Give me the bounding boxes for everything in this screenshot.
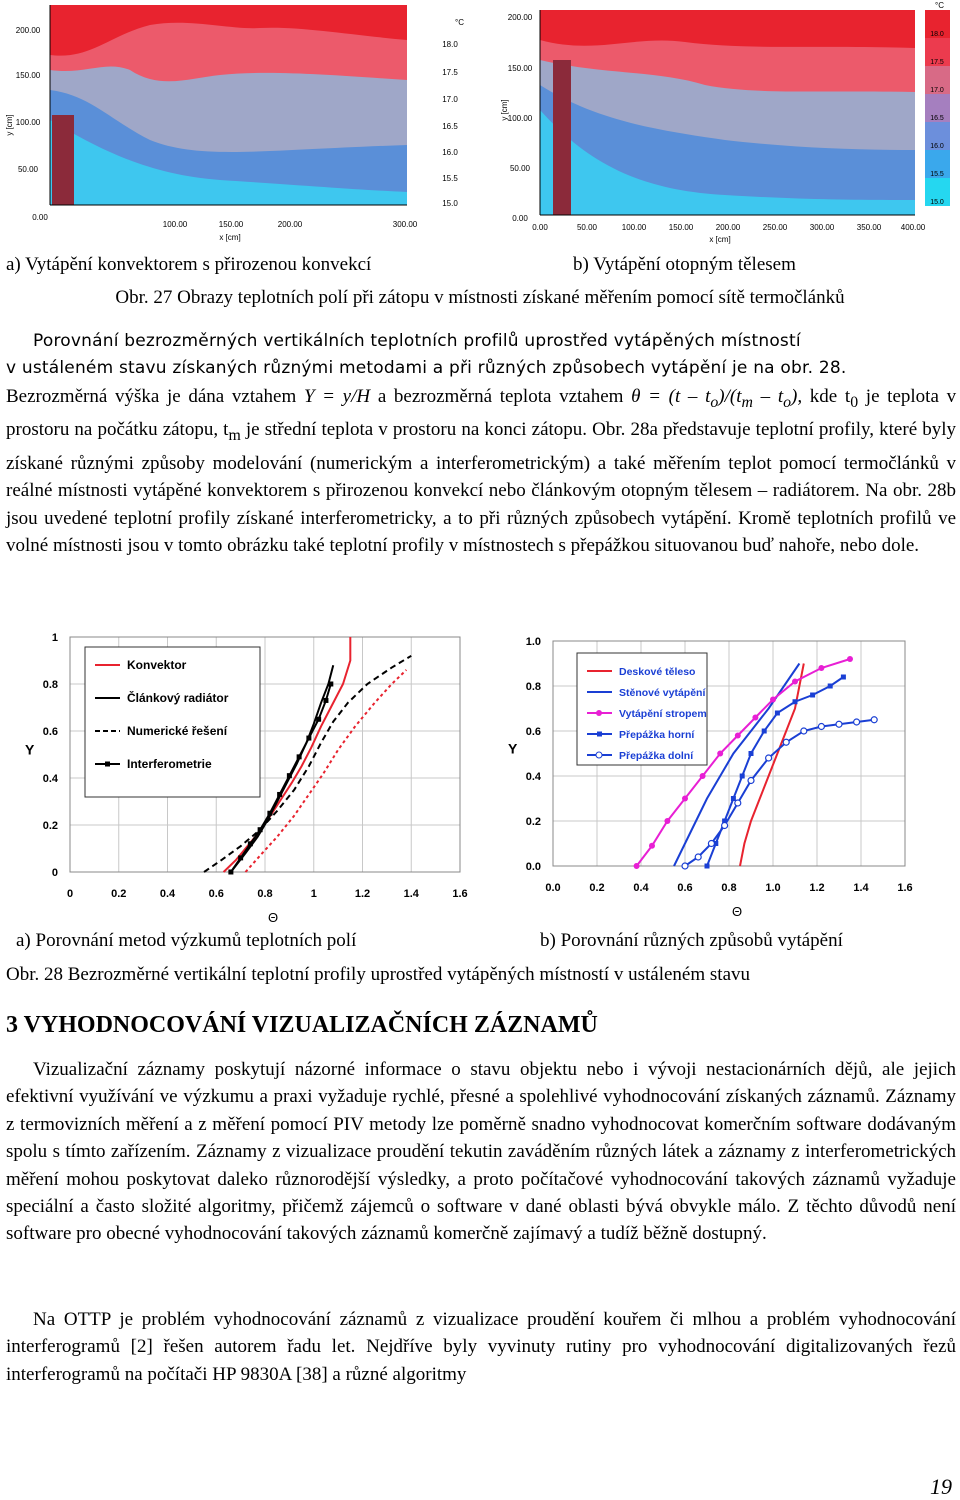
data-point bbox=[847, 656, 853, 662]
data-point bbox=[717, 751, 723, 757]
formula-part: θ = (t – t bbox=[631, 386, 711, 407]
data-point bbox=[770, 697, 776, 703]
data-point bbox=[735, 800, 741, 806]
fig27-caption-b: b) Vytápění otopným tělesem bbox=[573, 254, 796, 275]
data-point bbox=[634, 863, 640, 869]
legend-label: Deskové těleso bbox=[619, 666, 696, 678]
data-point bbox=[228, 870, 233, 875]
data-point bbox=[841, 675, 846, 680]
x-tick-label: 1.4 bbox=[403, 888, 419, 900]
legend-label: Přepážka dolní bbox=[619, 750, 694, 762]
y-tick-label: 0.6 bbox=[525, 726, 541, 738]
legend-val: 16.0 bbox=[442, 148, 458, 157]
fig27-left-ytick: 150.00 bbox=[15, 71, 41, 80]
fig27-right-xtick: 250.00 bbox=[762, 223, 788, 232]
y-axis-title: Y bbox=[508, 740, 518, 757]
x-tick-label: 1.6 bbox=[452, 888, 468, 900]
legend-val: 15.0 bbox=[442, 199, 458, 208]
section-heading: 3 VYHODNOCOVÁNÍ VIZUALIZAČNÍCH ZÁZNAMŮ bbox=[6, 1012, 598, 1038]
data-point bbox=[316, 717, 321, 722]
legend-val: 16.5 bbox=[930, 115, 944, 122]
x-tick-label: 0 bbox=[66, 888, 74, 900]
fig27-left-ytick: 100.00 bbox=[15, 118, 41, 127]
data-point bbox=[682, 863, 688, 869]
data-point bbox=[818, 724, 824, 730]
legend-val: 17.0 bbox=[442, 95, 458, 104]
fig27-left-xtitle: x [cm] bbox=[219, 233, 241, 242]
x-tick-label: 0.4 bbox=[159, 888, 176, 900]
data-point bbox=[735, 733, 741, 739]
fig27-caption: Obr. 27 Obrazy teplotních polí při zátopu v místnosti získané měřením pomocí sítě termočlánků bbox=[115, 287, 845, 308]
data-point bbox=[649, 843, 655, 849]
data-point bbox=[306, 736, 311, 741]
x-tick-label: 0.6 bbox=[208, 888, 224, 900]
legend-label: Vytápění stropem bbox=[619, 708, 707, 720]
fig27-right-xtick: 300.00 bbox=[809, 223, 835, 232]
legend-val: 16.0 bbox=[930, 143, 944, 150]
fig27-right-ytick: 100.00 bbox=[507, 114, 533, 123]
temperature-field-right bbox=[495, 0, 960, 250]
legend-val: 17.5 bbox=[442, 68, 458, 77]
data-point bbox=[258, 827, 263, 832]
x-tick-label: 0.4 bbox=[633, 882, 649, 894]
para1-text: a bezrozměrná teplota vztahem bbox=[377, 386, 624, 407]
legend-val: 16.5 bbox=[442, 122, 458, 131]
fig27-right-ytick: 150.00 bbox=[507, 64, 533, 73]
fig27-left-ytick: 0.00 bbox=[32, 213, 48, 222]
legend-label: Konvektor bbox=[127, 658, 187, 672]
fig28a-chart bbox=[0, 625, 480, 925]
legend-marker bbox=[596, 710, 602, 716]
para1-line2 bbox=[6, 355, 956, 382]
data-point bbox=[793, 699, 798, 704]
legend-val: 15.5 bbox=[442, 174, 458, 183]
data-point bbox=[828, 684, 833, 689]
para1-text: je střední teplota v prostoru na konci zátopu. Obr. 28a představuje teplotní profily, které byly získané různými způsoby modelování (numerickým a interferometrickým) a také měřením teplot pomocí termočlánků v reálné místnosti vytápěné konvektorem s přirozenou konvekcí nebo článkovým otopným tělesem – radiátorem. Na obr. 28b jsou uvedené teplotní profily získané interferometricky, a to při různých způsobech vytápění. Kromě teplotních profilů ve volné místnosti jsou v tomto obrázku také teplotní profily v místnostech s přepážkou situovanou buď nahoře, nebo dole. bbox=[6, 419, 956, 557]
data-point bbox=[287, 773, 292, 778]
data-point bbox=[740, 774, 745, 779]
y-tick-label: 1.0 bbox=[525, 636, 541, 648]
data-point bbox=[277, 792, 282, 797]
fig27-left-xtick: 150.00 bbox=[218, 220, 244, 229]
para1-text: kde t bbox=[809, 386, 851, 407]
legend-label: Přepážka horní bbox=[619, 729, 695, 741]
para1-text: Porovnání bezrozměrných vertikálních teplotních profilů uprostřed vytápěných místností bbox=[33, 331, 801, 351]
y-tick-label: 0.8 bbox=[42, 679, 58, 691]
x-tick-label: 1.6 bbox=[897, 882, 913, 894]
legend-val: 17.0 bbox=[930, 87, 944, 94]
formula-sub: 0 bbox=[850, 393, 859, 411]
legend-val: 17.5 bbox=[930, 59, 944, 66]
legend-label: Stěnové vytápění bbox=[619, 687, 706, 699]
fig27-left-ytick: 200.00 bbox=[15, 26, 41, 35]
fig27-left-xtick: 200.00 bbox=[277, 220, 303, 229]
fig27-right-xtick: 350.00 bbox=[856, 223, 882, 232]
data-point bbox=[323, 698, 328, 703]
x-axis-title: Θ bbox=[731, 904, 743, 919]
para1-text: v ustáleném stavu získaných různými metodami a při různých způsobech vytápění je na obr. 28. bbox=[6, 358, 847, 378]
data-point bbox=[682, 796, 688, 802]
x-tick-label: 1 bbox=[310, 888, 317, 900]
fig27-right-xtick: 50.00 bbox=[576, 223, 598, 232]
y-tick-label: 0.4 bbox=[42, 773, 58, 785]
fig27-right-ytick: 200.00 bbox=[507, 13, 533, 22]
fig27-right-ytick: 0.00 bbox=[512, 214, 528, 223]
data-point bbox=[664, 818, 670, 824]
page-number: 19 bbox=[930, 1474, 952, 1499]
y-tick-label: 0.6 bbox=[42, 726, 58, 738]
data-point bbox=[708, 841, 714, 847]
legend-val: 18.0 bbox=[930, 31, 944, 38]
para1-text: Bezrozměrná výška je dána vztahem bbox=[6, 386, 297, 407]
fig28a-svg bbox=[0, 625, 480, 925]
x-tick-label: 1.2 bbox=[809, 882, 825, 894]
formula-sub: m bbox=[741, 393, 753, 411]
formula-sub: o bbox=[710, 393, 719, 411]
series-line bbox=[740, 664, 804, 867]
y-tick-label: 0.0 bbox=[525, 861, 541, 873]
y-tick-label: 0.8 bbox=[525, 681, 541, 693]
para1-body bbox=[6, 383, 956, 560]
data-point bbox=[700, 773, 706, 779]
data-point bbox=[267, 811, 272, 816]
fig28-caption-b: b) Porovnání různých způsobů vytápění bbox=[540, 930, 843, 951]
y-axis-title: Y bbox=[25, 741, 35, 758]
fig27-left-xtick: 300.00 bbox=[392, 220, 418, 229]
formula-sub: o bbox=[783, 393, 792, 411]
data-point bbox=[297, 754, 302, 759]
fig27-right-xtick: 100.00 bbox=[621, 223, 647, 232]
x-tick-label: 1.4 bbox=[853, 882, 869, 894]
data-point bbox=[748, 778, 754, 784]
legend-marker bbox=[597, 732, 602, 737]
formula-part: ), bbox=[791, 386, 803, 407]
para1-line1 bbox=[6, 328, 956, 355]
data-point bbox=[766, 755, 772, 761]
fig27-right-xtitle: x [cm] bbox=[709, 235, 731, 244]
data-point bbox=[752, 715, 758, 721]
y-tick-label: 0 bbox=[51, 867, 58, 879]
x-tick-label: 0.8 bbox=[257, 888, 273, 900]
x-tick-label: 0.2 bbox=[589, 882, 605, 894]
data-point bbox=[801, 728, 807, 734]
fig27-right-xtick: 0.00 bbox=[532, 223, 548, 232]
fig27-caption-a: a) Vytápění konvektorem s přirozenou konvekcí bbox=[6, 254, 372, 275]
x-tick-label: 0.2 bbox=[111, 888, 127, 900]
x-tick-label: 0.8 bbox=[721, 882, 737, 894]
fig27-right-legend-unit: °C bbox=[935, 1, 944, 10]
para2: Vizualizační záznamy poskytují názorné informace o stavu objektu nebo i vývoji nestacionárních dějů, ale jejich efektivní využívání ve výzkumu a praxi vyžaduje rychlé, přesné a spolehlivé vyhodnocování získaných záznamů. Záznamy z termovizních měření a z měření pomocí PIV metody lze poměrně snadno vyhodnocovat komerčním software dodávaným spolu s tímto zařízením. Záznamy z vizualizace proudění tekutin zaváděním různých látek a záznamy z interferometrických měření mohou poskytovat daleko různorodější výsledky, a proto počítačové vyhodnocování takových záznamů vyžaduje speciální a často složité algoritmy, přičemž zájemců o software v dané oblasti bývá obvykle málo. Z těchto důvodů není software pro obecné vyhodnocování takových záznamů komerčně zajímavý a tudíž běžně dostupný. bbox=[6, 1059, 956, 1245]
data-point bbox=[695, 854, 701, 860]
data-point bbox=[818, 665, 824, 671]
fig27-right-ytick: 50.00 bbox=[509, 164, 531, 173]
legend-val: 18.0 bbox=[442, 40, 458, 49]
data-point bbox=[749, 751, 754, 756]
x-tick-label: 0.0 bbox=[545, 882, 561, 894]
x-axis-title: Θ bbox=[267, 910, 279, 925]
legend-label: Interferometrie bbox=[127, 757, 212, 771]
fig27-right-xtick: 200.00 bbox=[715, 223, 741, 232]
data-point bbox=[705, 864, 710, 869]
legend-label: Numerické řešení bbox=[127, 724, 228, 738]
fig28-caption: Obr. 28 Bezrozměrné vertikální teplotní profily uprostřed vytápěných místností v ustáleném stavu bbox=[6, 964, 750, 985]
fig27-left-legend-unit: °C bbox=[455, 18, 464, 27]
fig27-left-legend bbox=[420, 25, 460, 215]
formula-Y: Y = y/H bbox=[303, 386, 371, 407]
formula-sub: m bbox=[228, 427, 241, 445]
para3: Na OTTP je problém vyhodnocování záznamů z vizualizace proudění kouřem či mlhou a problém vyhodnocování interferogramů [2] řešen autorem řadu let. Nejdříve byly vyvinuty rutiny pro vyhodnocování digitalizovaných řezů interferogramů na počítači HP 9830A [38] a různé algoritmy bbox=[6, 1309, 956, 1385]
legend-label: Článkový radiátor bbox=[127, 691, 229, 705]
data-point bbox=[248, 841, 253, 846]
legend-val: 15.0 bbox=[930, 199, 944, 206]
formula-part: )/(t bbox=[718, 386, 742, 407]
fig28b-svg bbox=[495, 625, 960, 925]
fig27-left-ytitle: y [cm] bbox=[5, 114, 14, 136]
fig27-right bbox=[495, 0, 960, 250]
data-point bbox=[783, 739, 789, 745]
x-tick-label: 1.0 bbox=[765, 882, 781, 894]
data-point bbox=[238, 855, 243, 860]
legend-val: 15.5 bbox=[930, 171, 944, 178]
fig27-right-ytitle: y [cm] bbox=[500, 99, 509, 121]
data-point bbox=[328, 682, 333, 687]
fig27-left-xtick: 100.00 bbox=[162, 220, 188, 229]
formula-theta bbox=[631, 386, 803, 411]
fig28b-chart bbox=[495, 625, 960, 925]
legend-marker bbox=[596, 752, 602, 758]
fig27-right-xtick: 400.00 bbox=[900, 223, 926, 232]
y-tick-label: 0.2 bbox=[42, 820, 58, 832]
data-point bbox=[731, 796, 736, 801]
data-point bbox=[762, 729, 767, 734]
fig28-caption-a: a) Porovnání metod výzkumů teplotních polí bbox=[16, 930, 357, 951]
legend-marker bbox=[105, 762, 110, 767]
data-point bbox=[854, 719, 860, 725]
series-line bbox=[707, 677, 843, 866]
fig27-right-xtick: 150.00 bbox=[668, 223, 694, 232]
data-point bbox=[775, 711, 780, 716]
formula-part: – t bbox=[760, 386, 784, 407]
para1-text: je teplota v prostoru na počátku zátopu, t bbox=[6, 386, 957, 441]
y-tick-label: 0.4 bbox=[525, 771, 541, 783]
data-point bbox=[722, 823, 728, 829]
fig27-left-ytick: 50.00 bbox=[17, 165, 39, 174]
x-tick-label: 0.6 bbox=[677, 882, 693, 894]
y-tick-label: 0.2 bbox=[525, 816, 541, 828]
x-tick-label: 1.2 bbox=[354, 888, 371, 900]
data-point bbox=[792, 679, 798, 685]
data-point bbox=[871, 717, 877, 723]
y-tick-label: 1 bbox=[51, 632, 58, 644]
data-point bbox=[810, 693, 815, 698]
data-point bbox=[836, 721, 842, 727]
